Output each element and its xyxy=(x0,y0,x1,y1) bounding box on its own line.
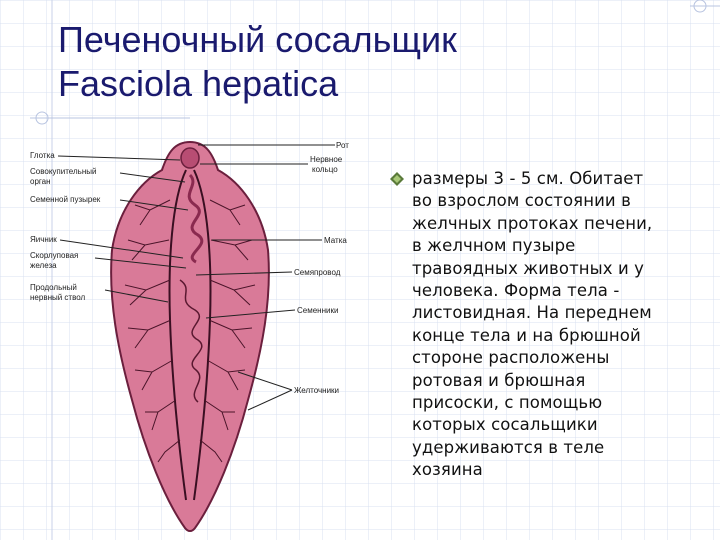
label-ovary: Яичник xyxy=(30,235,57,244)
label-testes: Семенники xyxy=(297,306,339,315)
label-nerve-trunk-1: Продольный xyxy=(30,283,77,292)
title-line-1: Печеночный сосальщик xyxy=(58,19,457,60)
label-nerve-ring-1: Нервное xyxy=(310,155,343,164)
fasciola-hepatica-diagram xyxy=(0,110,380,540)
label-shell-gland-2: железа xyxy=(30,261,57,270)
label-shell-gland-1: Скорлуповая xyxy=(30,251,79,260)
bullet-item xyxy=(390,168,660,482)
label-copulatory-organ-1: Совокупительный xyxy=(30,167,97,176)
oral-sucker xyxy=(181,148,199,168)
label-copulatory-organ-2: орган xyxy=(30,177,51,186)
label-vitelline-glands: Желточники xyxy=(294,386,340,395)
title-line-2: Fasciola hepatica xyxy=(58,63,339,104)
label-seminal-vesicle: Семенной пузырек xyxy=(30,195,101,204)
label-pharynx: Глотка xyxy=(30,151,55,160)
label-uterus: Матка xyxy=(324,236,347,245)
bullet-text: размеры 3 - 5 см. Обитает во взрослом состоянии в желчных протоках печени, в желчном пузыре травоядных животных и у человека. Форма тела - листовидная. На переднем конце тела и на брюшной стороне расположены ротовая и брюшная присоски, с помощью которых сосальщики удерживаются в теле хозяина xyxy=(412,169,653,480)
label-nerve-trunk-2: нервный ствол xyxy=(30,293,86,302)
label-vas-deferens: Семяпровод xyxy=(294,268,341,277)
slide-title xyxy=(58,18,457,106)
diamond-bullet-icon xyxy=(390,172,404,186)
label-nerve-ring-2: кольцо xyxy=(312,165,338,174)
label-mouth: Рот xyxy=(336,141,349,150)
